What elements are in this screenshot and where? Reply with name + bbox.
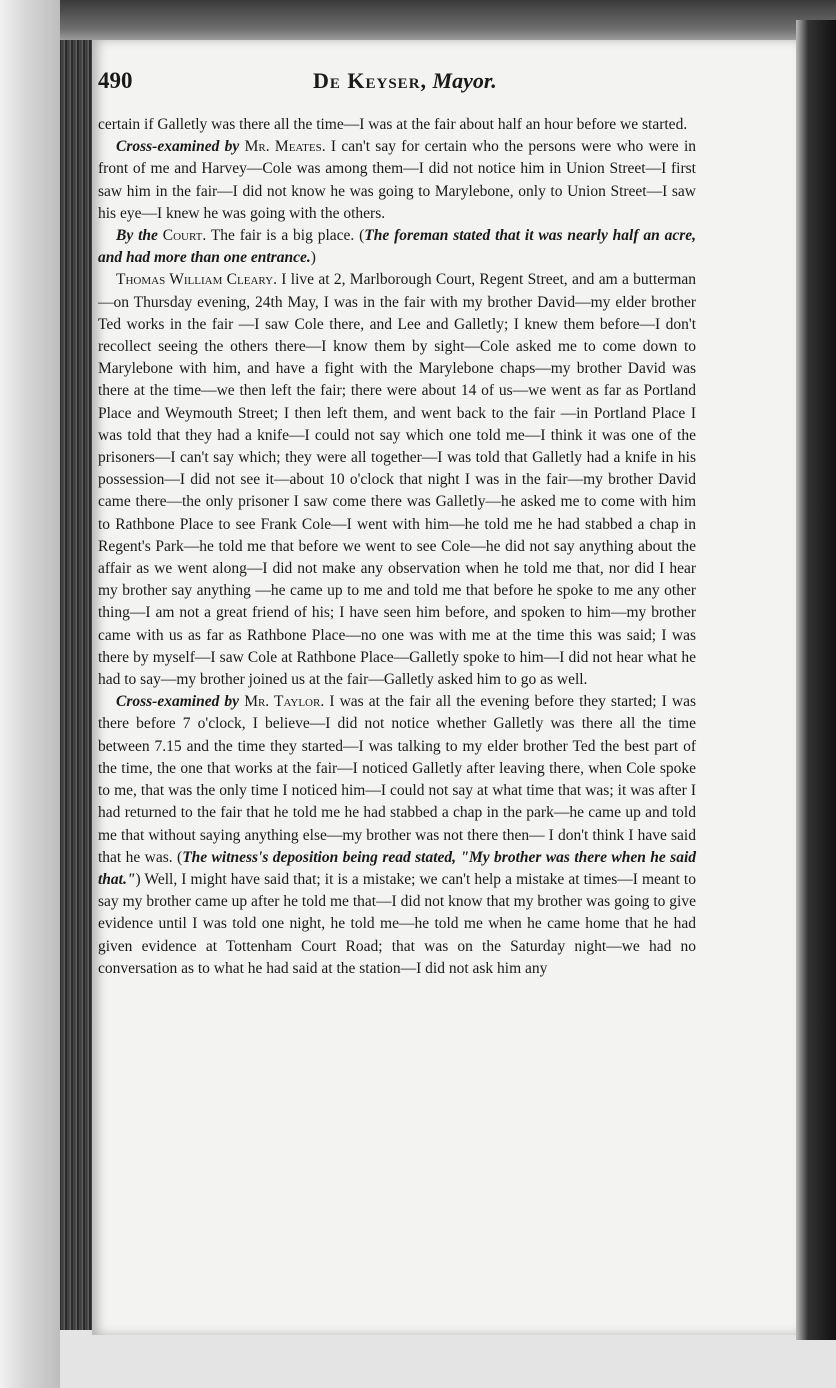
body-text [98,114,696,980]
examination-lead: Cross-examined by [116,693,240,711]
paragraph-text: I live at 2, Marlborough Court, Regent Street, and am a butterman—on Thursday evening, 24th May, I was in the fair with my brother David—my elder brother Ted works in the fair —I saw Cole there, and Lee and Galletly; I knew them before—I don't recollect seeing the others there—I know them by sight—Cole asked me to come down to Marylebone with him, and have a fight with the Marylebone chaps—my brother David was there at the time—we then left the fair; there were about 14 of us—we went as far as Portland Place and Weymouth Street; I then left them, and went back to the fair —in Portland Place I was told that they had a knife—I could not say which one told me—I think it was one of the prisoners—I can't say which; they were all together—I was told that Galletly had a knife in his possession—I did not see it—about 10 o'clock that night I was in the fair—my brother David came there—the only prisoner I saw come there was Galletly—he asked me to come with him to Rathbone Place to see Frank Cole—I went with him—he told me he had stabbed a chap in Regent's Park—he told me that before we went to see Cole—he did not say anything about the affair as we went along—I did not make any observation when he told me that, nor did I hear my brother say anything —he came up to me and told me that before he spoke to me any other thing—I am not a great friend of his; I have seen him before, and spoken to him—my brother came with us as far as Rathbone Place—no one was with me at the time this was said; I was there by myself—I saw Cole at Rathbone Place—Galletly spoke to him—I did not hear what he had to say—my brother joined us at the fair—Galletly asked him to go as well. [98,271,697,689]
witness-name: Thomas William Cleary. [116,271,277,289]
paragraph-1 [98,114,696,136]
paragraph-text: I was at the fair all the evening before they started; I was there before 7 o'clock, I believe—I did not notice whether Galletly was there all the time between 7.15 and the time they started—I was talking to my elder brother Ted the best part of the time, the one that works at the fair—I noticed Galletly after leaving there, when Cole spoke to me, that was the only time I noticed him—I could not say at what time that was; it was after I had returned to the fair that he told me he had stabbed a chap in the park—he came up and told me that without saying anything else—my brother was not there then— I don't think I have said that he was. ( [98,693,697,866]
page-header [98,68,598,102]
examination-lead: Cross-examined by [116,138,240,156]
speaker-name: Court. [162,227,207,245]
editorial-aside: The witness's deposition being read stated, "My brother was there when he said that." [98,848,697,888]
paragraph-2 [98,136,696,225]
book-edge [0,0,60,1388]
page-number: 490 [98,68,133,93]
paragraph-3 [98,225,696,269]
editorial-aside: The foreman stated that it was nearly half an acre, and had more than one entrance. [98,227,697,267]
paragraph-text: I can't say for certain who the persons were who were in front of me and Harvey—Cole was among them—I did not notice him in Union Street—I first saw him in the fair—I did not know he was going to Marylebone, only to Union Street—I saw his eye—I knew he was going with the others. [98,138,697,222]
paragraph-text-after: ) [310,249,316,267]
paragraph-4 [98,269,696,691]
paragraph-5 [98,691,696,980]
examination-lead: By the [116,227,158,245]
facing-page-edge [796,20,836,1340]
speaker-name: Mr. Meates. [244,138,326,156]
paragraph-text: The fair is a big place. ( [206,227,365,245]
book-spine [60,40,92,1330]
paragraph-text-after: ) Well, I might have said that; it is a mistake; we can't help a mistake at times—I meant to say my brother came up after he told me that—I did not know that my brother was going to give evidence until I was told one night, he told me—he told me when he came home that he had given evidence at Tottenham Court Road; that was on the Saturday night—we had no conversation as to what he had said at the station—I did not ask him any [98,870,696,977]
paragraph-text: certain if Galletly was there all the time—I was at the fair about half an hour before we started. [98,116,688,133]
running-head [313,68,497,94]
running-head-name: De Keyser, [313,68,428,93]
speaker-name: Mr. Taylor. [244,693,325,711]
running-head-title: Mayor. [432,68,497,93]
